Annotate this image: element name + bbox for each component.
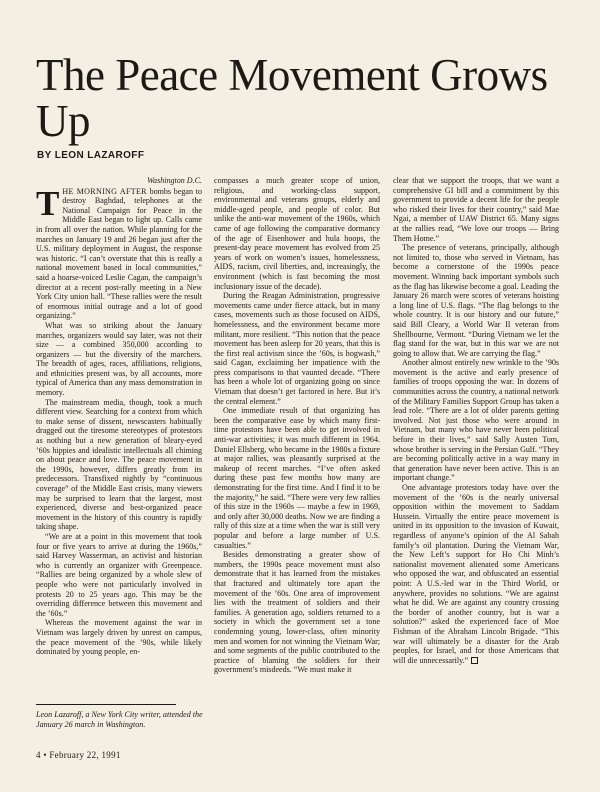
paragraph: compasses a much greater scope of union, religious, and working-class support, environmental and veterans groups, elderly and middle-aged people, and people of color. But unlike the anti-war movement of the 1960s, which came of age following the comparative dormancy of the age of Eisenhower and hula hoops, the present-day peace movement has evolved from 25 years of work on women’s issues, homelessness, AIDS, racism, civil liberties, and, increasingly, the environment (which is fast becoming the most inclusionary issue of the decade). [214, 176, 380, 291]
paragraph: “We are at a point in this movement that took four or five years to arrive at during the 1960s,” said Harvey Wasserman, an activist and historian who is currently an organizer with Greenpeace. “Rallies are being organized by a whole slew of people who were not particularly involved in protests 20 to 25 years ago. This may be the overriding difference between this movement and the ’60s.” [36, 531, 202, 618]
article-title: The Peace Movement Grows Up [36, 50, 548, 146]
drop-cap: T [36, 183, 60, 223]
text-column-3 [393, 176, 559, 686]
paragraph: The mainstream media, though, took a much different view. Searching for a context from which to make sense of dissent, newscasters habitually dragged out the tiresome stereotypes of protestors as nothing but a new generation of bleary-eyed ’60s hippies and idealistic intellectuals all chiming on about peace and love. The peace movement in the 1990s, however, differs greatly from its predecessors. Transfixed nightly by “continuous coverage” of the Middle East crisis, many viewers may be surprised to learn that the largest, most experienced, diverse and best-organized peace movement in the history of this country is rapidly taking shape. [36, 397, 202, 532]
paragraph: One immediate result of that organizing has been the comparative ease by which many first-time protestors have been able to get involved in anti-war activities; it was much different in 1964. Daniel Ellsberg, who became in the 1980s a fixture at major rallies, was pleasantly surprised at the makeup of recent marches. “I’ve often asked during these past few months how many are demonstrating for the first time. And I find it to be the majority,” he said. “There were very few rallies of this size in the 1960s — maybe a few in 1969, and only after 30,000 deaths. Now we are finding a rally of this size at a time when the war is still very popular and before a large number of U.S. casualties.” [214, 406, 380, 550]
end-of-article-icon [471, 657, 478, 664]
bio-divider [36, 704, 176, 705]
paragraph [393, 483, 559, 665]
lead-paragraph [36, 183, 202, 321]
paragraph: Besides demonstrating a greater show of numbers, the 1990s peace movement must also demonstrate that it has learned from the mistakes that fractured and ultimately tore apart the movement of the ’60s. One area of improvement lies with the treatment of soldiers and their families. A generation ago, soldiers returned to a society in which the government set a tone condemning young, lower-class, often minority men and women for not winning the Vietnam War; and some segments of the public contributed to the practice of blaming the soldiers for their government’s misdeeds. “We must make it [214, 550, 380, 675]
paragraph: What was so striking about the January marches, organizers would say later, was not their size — a combined 350,000 according to organizers — but the diversity of the marchers. The breadth of ages, races, affiliations, religions, and ethnicities present was, by all accounts, more typical of America than any mass demonstration in memory. [36, 320, 202, 398]
byline: BY LEON LAZAROFF [37, 150, 145, 161]
paragraph: The presence of veterans, principally, although not limited to, those who served in Vietnam, has become a cornerstone of the 1990s peace movement. Winning back important symbols such as the flag has likewise become a goal. Leading the January 26 march were scores of veterans hoisting a long line of U.S. flags. “The flag belongs to the whole country. It is our history and our future,” said Bill Cleary, a World War II veteran from Shellbourne, Vermont. “During Vietnam we let the flag stand for the war, but in this war we are not going to allow that. We are carrying the flag.” [393, 243, 559, 358]
paragraph-text: One advantage protestors today have over the movement of the ’60s is the nearly universal opposition within the movement to Saddam Hussein. Virtually the entire peace movement is united in its opposition to the invasion of Kuwait, regardless of anyone’s opinion of the Al Sabah family’s oil plantation. During the Vietnam War, the New Left’s support for Ho Chi Minh’s nationalist movement alienated some Americans who opposed the war, and obfuscated an essential point: A U.S.-led war in the Third World, or anywhere, provides no solutions. “We are against what he did. We are against any country crossing the border of another country, but is war a solution?” asked the experienced face of Moe Fishman of the Abraham Lincoln Brigade. “This war will ultimately be a disaster for the Arab peoples, for Israel, and for those Americans that will die unnecessarily.” [393, 483, 559, 665]
paragraph: During the Reagan Administration, progressive movements came under fierce attack, but in many cases, movements such as those focused on AIDS, homelessness, and the environment became more militant, more resilient. “This notion that the peace movement has been asleep for 20 years, that this is the first real activism since the ’60s, is hogwash,” said Cagan, exclaiming her impatience with the press comparisons to that vaunted decade. “There has been a whole lot of organizing going on since Vietnam that doesn’t get factored in here. But it’s the central element.” [214, 291, 380, 406]
paragraph-text: bombs began to destroy Baghdad, telephones at the National Campaign for Peace in the Middle East began to light up. Calls came in from all over the nation. While planning for the marches on January 19 and 26 began just after the U.S. military deployment in August, the response was historic. “I can’t overstate that this is really a national movement based in local communities,” said a hoarse-voiced Leslie Cagan, the campaign’s director at a recent post-rally meeting in a New York City union hall. “These rallies were the result of enormous initial outrage and a lot of good organizing.” [36, 186, 202, 321]
lead-in: HE MORNING AFTER [62, 186, 147, 196]
text-column-2 [214, 176, 380, 686]
page-folio: 4 • February 22, 1991 [36, 750, 121, 760]
text-column-1 [36, 176, 202, 686]
paragraph: Another almost entirely new wrinkle to the ’90s movement is the active and early presence of families of troops opposing the war. In dozens of communities across the country, a national network of the Military Families Support Group has taken a lead role. “There are a lot of older parents getting involved. Not just those who were around in Vietnam, but many who have never been political before in their lives,” said Sally Austen Tom, whose brother is serving in the Persian Gulf. “They are becoming politically active in a way many in that generation have never been active. This is an important change.” [393, 358, 559, 483]
author-bio: Leon Lazaroff, a New York City writer, attended the January 26 march in Washington. [36, 710, 203, 729]
dateline: Washington D.C. [147, 176, 202, 185]
paragraph: Whereas the movement against the war in Vietnam was largely driven by unrest on campus, the peace movement of the ’90s, while likely dominated by young people, en- [36, 618, 202, 657]
paragraph: clear that we support the troops, that we want a comprehensive GI bill and a commitment by this government to provide a decent life for the people who risked their lives for their country,” said Mae Ngai, a member of UAW District 65. Many signs at the rallies read, “We love our troops — Bring Them Home.” [393, 176, 559, 243]
